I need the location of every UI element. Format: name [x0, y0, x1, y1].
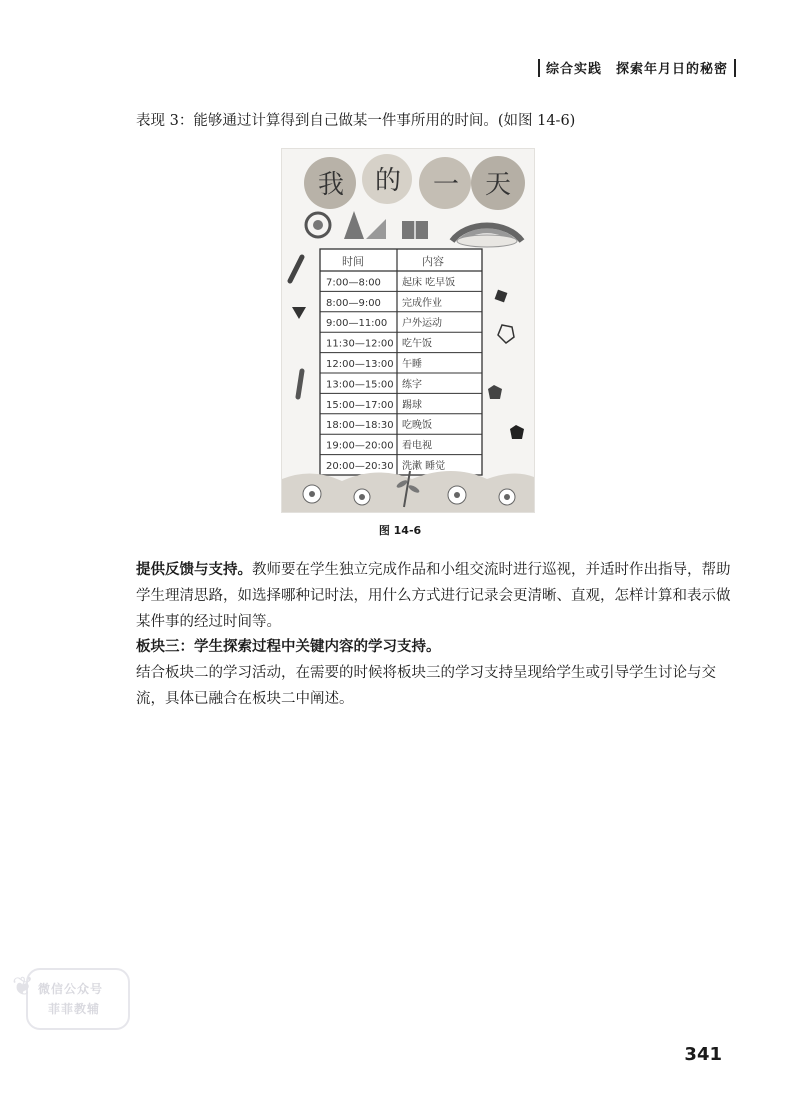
table-cell-time: 13:00—15:00 — [326, 379, 394, 391]
table-header-time: 时间 — [342, 255, 364, 268]
watermark — [12, 962, 130, 1032]
table-cell-time: 18:00—18:30 — [326, 420, 394, 432]
pentagon-shape — [498, 325, 514, 343]
poster-title-char: 天 — [485, 170, 512, 200]
paragraph-text: 教师要在学生独立完成作品和小组交流时进行巡视，并适时作出指导，帮助学生理清思路，如选择哪种记时法，用什么方式进行记录会更清晰、直观，怎样计算和表示做某件事的经过时间等。 — [136, 562, 731, 630]
pencil-icon — [290, 257, 302, 281]
poster-title-char: 我 — [318, 170, 345, 200]
leaf-icon: ❦ — [12, 972, 34, 1002]
paragraph-feedback — [136, 557, 736, 635]
running-header — [538, 58, 736, 77]
table-cell-time: 8:00—9:00 — [326, 297, 381, 309]
header-title: 探索年月日的秘密 — [615, 62, 728, 77]
table-cell-activity: 起床 吃早饭 — [402, 277, 456, 289]
pencil-icon — [298, 371, 302, 397]
paragraph-lead: 提供反馈与支持。 — [136, 562, 252, 578]
table-cell-activity: 踢球 — [402, 399, 422, 411]
triangle-shape — [292, 307, 306, 319]
pentagon-shape — [488, 385, 502, 399]
cloud-icon — [457, 235, 517, 247]
table-header-content: 内容 — [422, 255, 444, 268]
table-cell-time: 9:00—11:00 — [326, 318, 388, 330]
table-cell-activity: 练字 — [402, 379, 422, 391]
table-cell-activity: 户外运动 — [402, 318, 442, 330]
page-number: 341 — [684, 1044, 722, 1065]
poster-drawing — [282, 149, 534, 512]
table-cell-time: 15:00—17:00 — [326, 399, 394, 411]
watermark-line2: 菲菲教辅 — [48, 1002, 101, 1016]
table-cell-activity: 完成作业 — [402, 297, 442, 309]
header-divider — [734, 59, 736, 77]
poster-title-char: 的 — [375, 166, 402, 196]
table-cell-activity: 看电视 — [402, 440, 432, 452]
table-cell-time: 11:30—12:00 — [326, 338, 394, 350]
clock-icon-center — [313, 220, 323, 230]
table-cell-activity: 吃晚饭 — [402, 420, 432, 432]
intro-paragraph: 表现 3：能够通过计算得到自己做某一件事所用的时间。(如图 14-6) — [136, 113, 576, 129]
table-cell-time: 12:00—13:00 — [326, 359, 394, 370]
paragraph-block-three: 结合板块二的学习活动，在需要的时候将板块三的学习支持呈现给学生或引导学生讨论与交流，具体已融合在板块二中阐述。 — [136, 665, 716, 707]
section-heading: 板块三：学生探索过程中关键内容的学习支持。 — [136, 639, 441, 655]
watermark-line1: 微信公众号 — [38, 982, 104, 996]
table-cell-time: 7:00—8:00 — [326, 277, 381, 289]
schedule-table — [320, 249, 482, 475]
header-section: 综合实践 — [545, 62, 602, 77]
table-cell-activity: 午睡 — [402, 359, 422, 370]
poster-title-char: 一 — [433, 170, 460, 200]
figure-caption: 图 14-6 — [378, 524, 422, 537]
triangle-ruler-icon — [344, 211, 364, 239]
header-divider — [538, 59, 540, 77]
watermark-frame — [26, 968, 130, 1030]
square-shape — [495, 290, 508, 303]
poster-figure — [281, 148, 535, 513]
pentagon-shape — [510, 425, 524, 439]
set-square-icon — [366, 219, 386, 239]
table-cell-activity: 吃午饭 — [402, 338, 432, 350]
table-cell-time: 19:00—20:00 — [326, 440, 394, 452]
table-cell-activity: 洗漱 睡觉 — [402, 461, 446, 472]
table-cell-time: 20:00—20:30 — [326, 461, 394, 472]
